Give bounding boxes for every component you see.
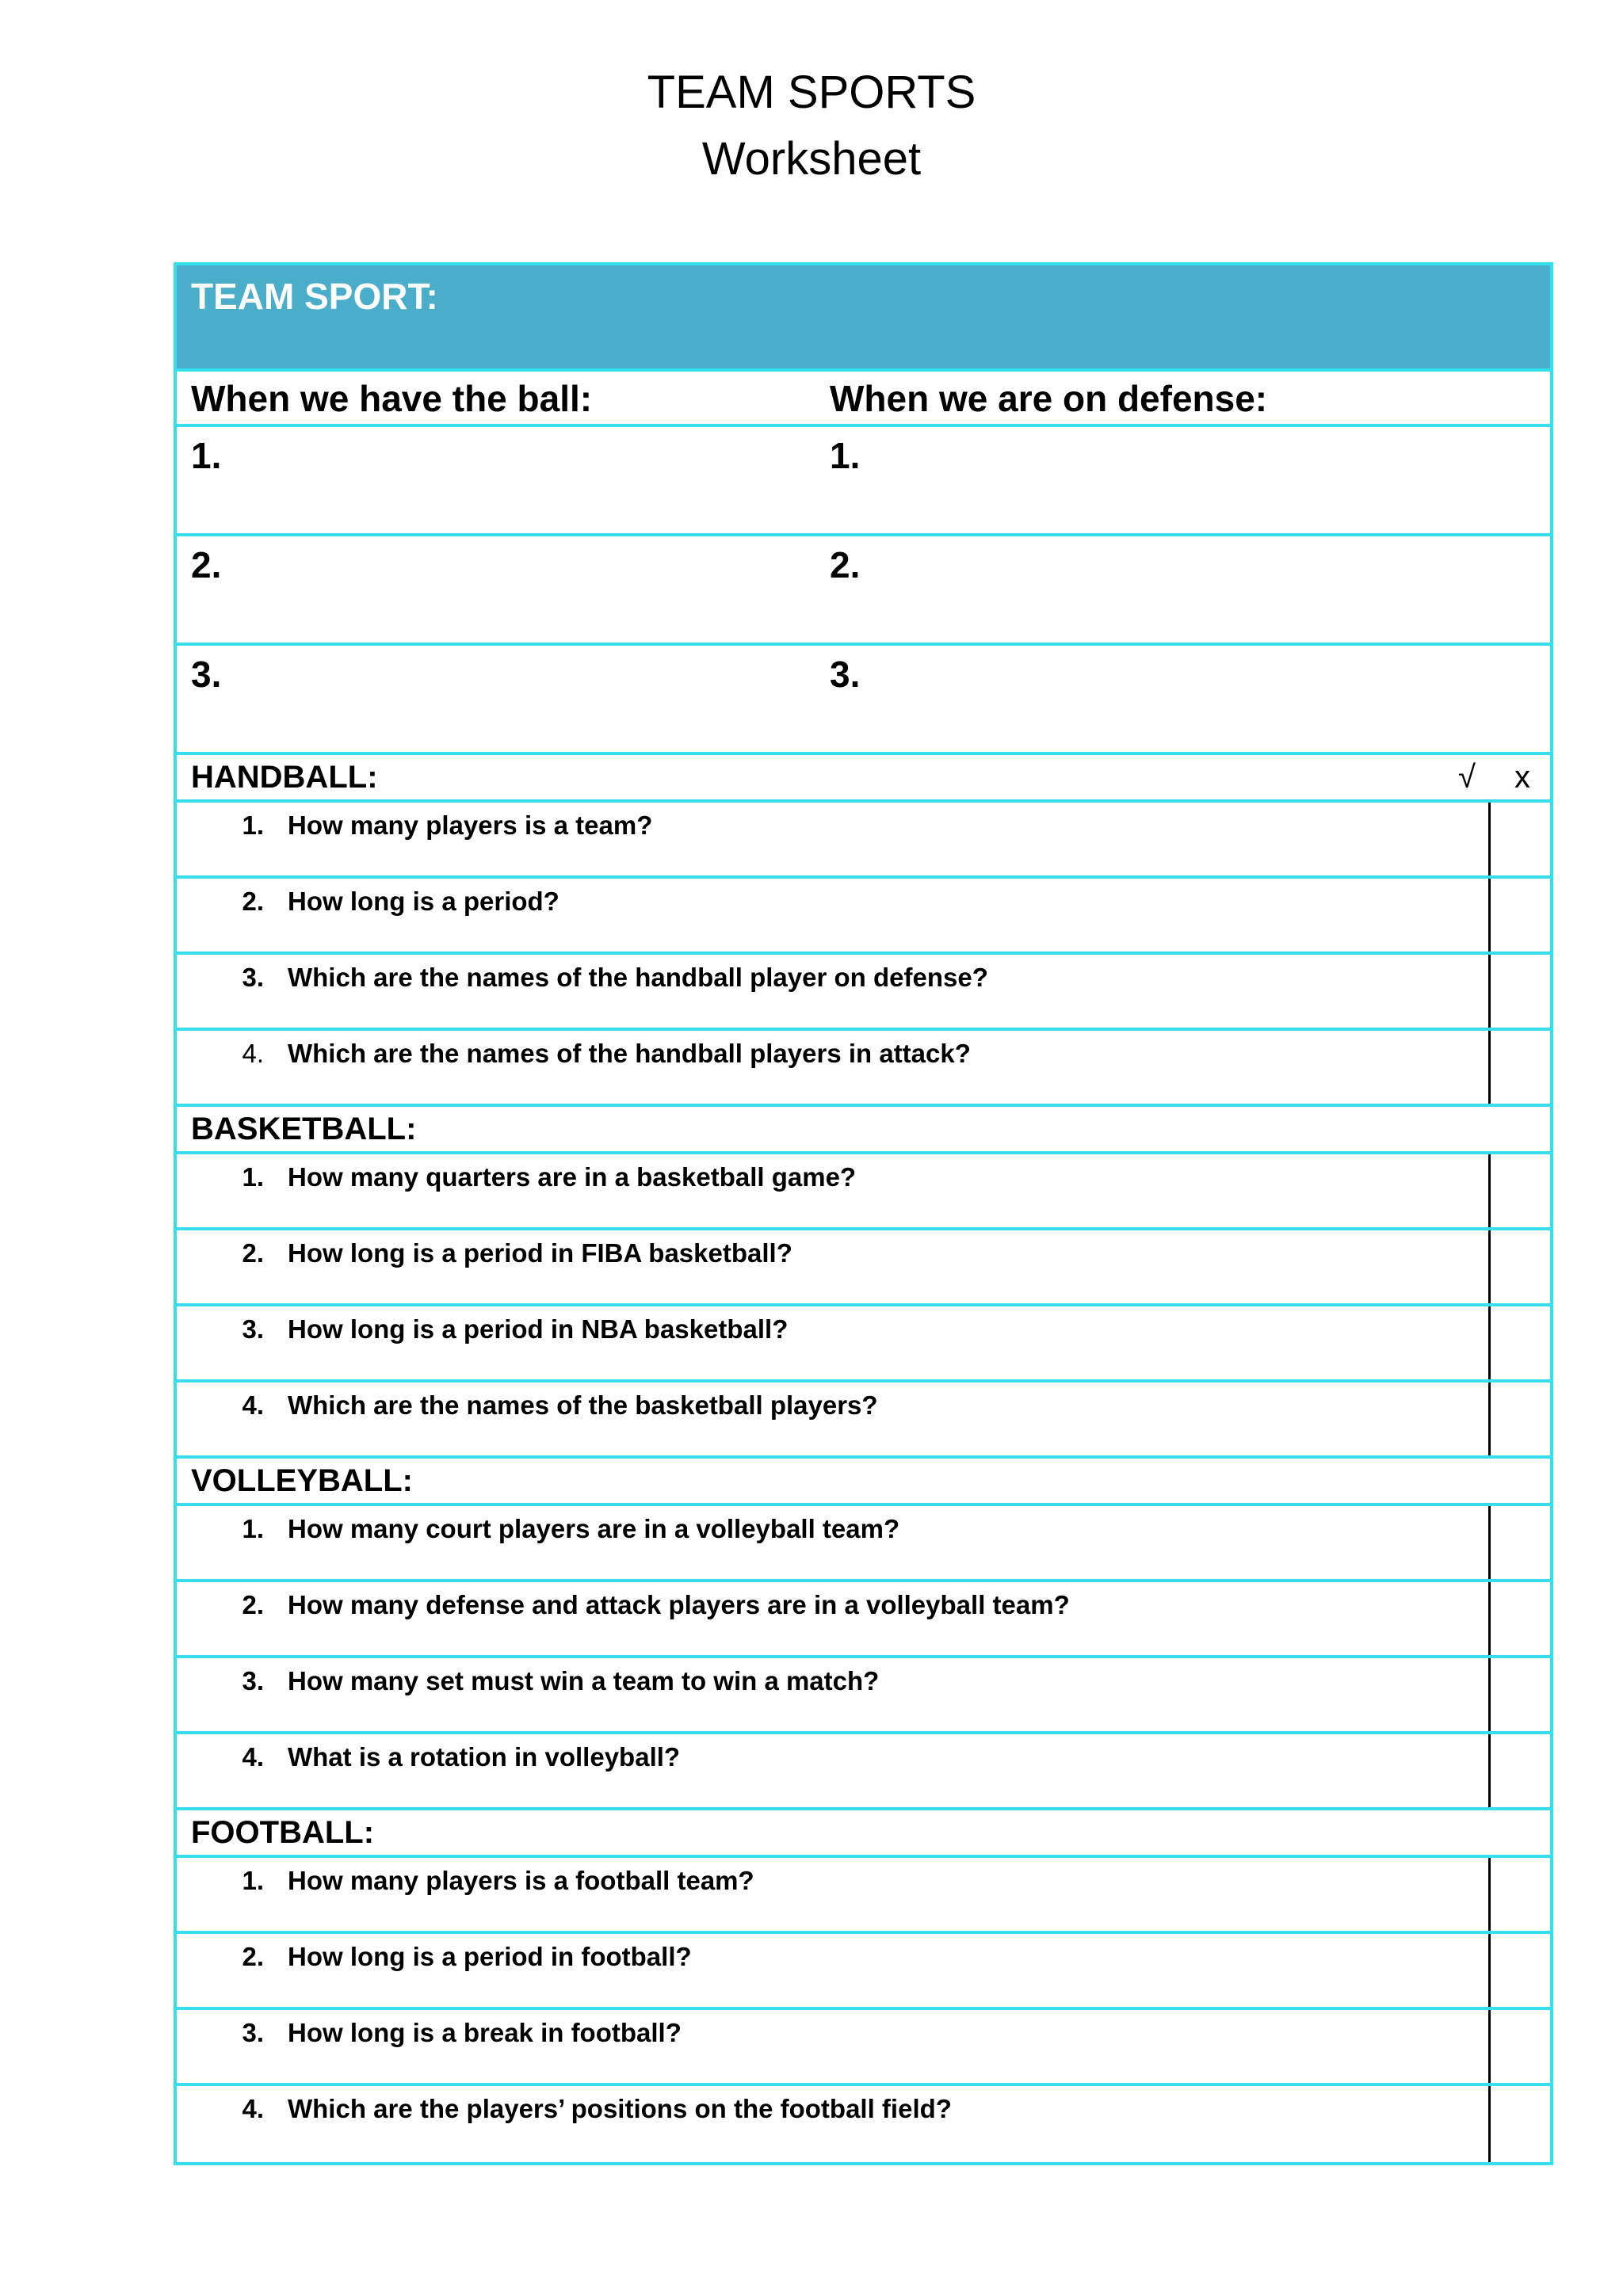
question-number: 3. xyxy=(242,2018,264,2047)
question-text: How long is a period in FIBA basketball? xyxy=(288,1238,792,1268)
answer-row xyxy=(177,646,1550,755)
team-sport-header xyxy=(177,265,1550,372)
question-row xyxy=(177,2086,1550,2162)
answer-mark-cell[interactable] xyxy=(1488,1031,1550,1104)
question-row xyxy=(177,1230,1550,1306)
question-number: 1. xyxy=(242,1162,264,1192)
team-sport-label: TEAM SPORT: xyxy=(191,276,438,317)
question-text: Which are the names of the basketball players? xyxy=(288,1390,878,1420)
section-title: VOLLEYBALL: xyxy=(191,1463,413,1498)
question-row xyxy=(177,1934,1550,2010)
answer-mark-cell[interactable] xyxy=(1488,1383,1550,1455)
section-header-handball xyxy=(177,755,1550,803)
section-title: FOOTBALL: xyxy=(191,1814,375,1850)
answer-mark-cell[interactable] xyxy=(1488,1658,1550,1731)
question-number: 3. xyxy=(242,963,264,992)
question-text: How long is a period in football? xyxy=(288,1942,692,1971)
question-row xyxy=(177,1734,1550,1810)
answer-mark-cell[interactable] xyxy=(1488,1858,1550,1931)
question-number: 1. xyxy=(242,1866,264,1895)
section-header-football xyxy=(177,1810,1550,1858)
attack-answer-number: 2. xyxy=(191,544,222,585)
answer-mark-cell[interactable] xyxy=(1488,1230,1550,1303)
worksheet-table xyxy=(174,262,1553,2165)
question-number: 4. xyxy=(242,1742,264,1772)
answer-mark-cell[interactable] xyxy=(1488,2010,1550,2083)
question-row xyxy=(177,1582,1550,1658)
defense-answer-number: 1. xyxy=(830,435,861,476)
question-number: 2. xyxy=(242,1590,264,1619)
question-number: 2. xyxy=(242,1238,264,1268)
question-text: Which are the players’ positions on the football field? xyxy=(288,2094,952,2123)
question-row xyxy=(177,1506,1550,1582)
section-title: HANDBALL: xyxy=(191,759,378,795)
question-text: How long is a period in NBA basketball? xyxy=(288,1314,789,1344)
answer-mark-cell[interactable] xyxy=(1488,1154,1550,1227)
cross-mark-icon: x xyxy=(1514,759,1530,795)
question-row xyxy=(177,1383,1550,1459)
attack-answer-number: 3. xyxy=(191,654,222,695)
question-number: 1. xyxy=(242,810,264,840)
mark-headers xyxy=(1439,760,1550,795)
column-headers xyxy=(177,372,1550,427)
answer-mark-cell[interactable] xyxy=(1488,955,1550,1028)
question-text: How many players is a football team? xyxy=(288,1866,754,1895)
question-row xyxy=(177,1858,1550,1934)
question-row xyxy=(177,1306,1550,1383)
question-number: 4. xyxy=(242,1039,264,1068)
question-text: What is a rotation in volleyball? xyxy=(288,1742,681,1772)
answer-mark-cell[interactable] xyxy=(1488,2086,1550,2162)
question-number: 4. xyxy=(242,2094,264,2123)
answer-mark-cell[interactable] xyxy=(1488,1306,1550,1379)
question-row xyxy=(177,879,1550,955)
question-row xyxy=(177,1154,1550,1230)
question-text: Which are the names of the handball player on defense? xyxy=(288,963,988,992)
question-row xyxy=(177,955,1550,1031)
defense-answer-number: 3. xyxy=(830,654,861,695)
question-text: How many defense and attack players are in a volleyball team? xyxy=(288,1590,1070,1619)
question-number: 1. xyxy=(242,1514,264,1543)
answer-mark-cell[interactable] xyxy=(1488,1734,1550,1807)
answer-mark-cell[interactable] xyxy=(1488,1934,1550,2007)
section-title: BASKETBALL: xyxy=(191,1111,417,1146)
question-row xyxy=(177,803,1550,879)
section-header-basketball xyxy=(177,1107,1550,1154)
question-number: 4. xyxy=(242,1390,264,1420)
defense-column-header: When we are on defense: xyxy=(830,378,1268,419)
question-text: How long is a break in football? xyxy=(288,2018,682,2047)
question-text: How long is a period? xyxy=(288,887,559,916)
question-text: How many players is a team? xyxy=(288,810,653,840)
question-text: How many set must win a team to win a match? xyxy=(288,1666,880,1695)
answer-row xyxy=(177,536,1550,646)
answer-mark-cell[interactable] xyxy=(1488,1582,1550,1655)
question-text: How many court players are in a volleyball team? xyxy=(288,1514,900,1543)
attack-answer-number: 1. xyxy=(191,435,222,476)
question-text: Which are the names of the handball players in attack? xyxy=(288,1039,971,1068)
defense-answer-number: 2. xyxy=(830,544,861,585)
check-mark-icon: √ xyxy=(1458,759,1476,795)
question-row xyxy=(177,1658,1550,1734)
worksheet-title: TEAM SPORTS xyxy=(647,67,976,118)
attack-column-header: When we have the ball: xyxy=(191,378,593,419)
answer-mark-cell[interactable] xyxy=(1488,1506,1550,1579)
question-number: 2. xyxy=(242,1942,264,1971)
worksheet-subtitle: Worksheet xyxy=(701,133,922,185)
section-header-volleyball xyxy=(177,1459,1550,1506)
question-row xyxy=(177,2010,1550,2086)
question-number: 3. xyxy=(242,1666,264,1695)
question-text: How many quarters are in a basketball game? xyxy=(288,1162,857,1192)
answer-mark-cell[interactable] xyxy=(1488,879,1550,952)
question-row xyxy=(177,1031,1550,1107)
answer-row xyxy=(177,427,1550,536)
answer-mark-cell[interactable] xyxy=(1488,803,1550,875)
question-number: 2. xyxy=(242,887,264,916)
question-number: 3. xyxy=(242,1314,264,1344)
